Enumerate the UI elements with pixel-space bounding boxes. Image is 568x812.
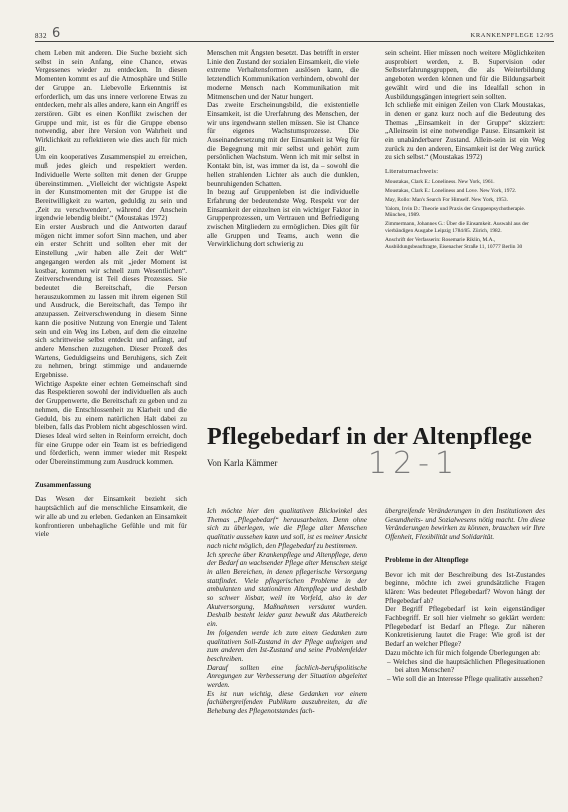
middle-paragraph: Menschen mit Ängsten besetzt. Das betrifft in erster Linie den Zustand der sozialen Einsamkeit, die viele extreme Verhaltensformen auslösen kann, die letztendlich Kommunikation verhindern, obwohl der moderne Mensch nach Kommunikation mit Mitmenschen und der Natur hungert. [207, 49, 359, 101]
list-item: – Welches sind die hauptsächlichen Pflegesituationen bei alten Menschen? [395, 658, 545, 675]
article-intro: Ich möchte hier den qualitativen Blickwinkel des Themas „Pflegebedarf“ herausarbeiten. Denn ohne sich zu überlegen, wie die Pflege alter Menschen qualitativ aussehen kann und soll, ist es meiner Ansicht nach nicht möglich, den Pflegebedarf zu bestimmen. Ich spreche über Krankenpflege und Altenpflege, denn der Bedarf an wachsender Pflege alter Menschen steigt in allen Bereichen, in denen pflegerische Versorgung stattfindet. Viele pflegerischen Probleme in der ambulanten und stationären Altenpflege und deshalb so schwer lösbar, weil im Vorfeld, also in der Akutversorgung, Maßnahmen versäumt wurden. Deshalb besteht leider ganz bewußt das Akutbereich ein. Im folgenden werde ich zum einen Gedanken zum qualitativen Soll-Zustand in der Pflege aufzeigen und zum anderen den Ist-Zustand und seine Problemfelder beschreiben. Darauf sollten eine fachlich-berufspolitische Anregungen zur Verbesserung der Situation abgeleitet werden. Es ist nun wichtig, diese Gedanken vor einem fachübergreifenden Publikum auszubreiten, da die Behebung des Pflegenotstandes fach- [207, 507, 367, 716]
left-paragraph: chem Leben mit anderen. Die Suche bezieht sich selbst in sein Anfang, eine Chance, etwas Vergessenes wieder zu entdecken. In diesen Momenten kommt es auf die Atmosphäre und Stille der Gruppe an. Liebevolle Erkenntnis ist erforderlich, um das uns innere verlorene Etwas zu entdecken, mehr als alles andere, kann ein Angriff es zerstören. Gibt es einen Konflikt zwischen der Gruppe und mir, ist es für die Gruppe ebenso notwendig, aber ihre Version von Wahrheit und Wirklichkeit zu reflektieren wie dies auch für mich gilt. [35, 49, 187, 153]
middle-paragraph: Das zweite Erscheinungsbild, die existentielle Einsamkeit, ist die Urerfahrung des Menschen, der wir uns irgendwann stellen müssen. Sie ist Chance für eigenes Wachstumsprozesse. Die Auseinandersetzung mit der Einsamkeit ist Weg für die Begegnung mit mir selbst und gehört zum persönlichen Wachstum. Wenn ich mit mir selbst in Kontakt bin, ist, was immer da ist, da – sowohl die hellen strahlenden Lichter als auch die dunklen, beunruhigenden Schatten. [207, 101, 359, 188]
right-paragraph: sein scheint. Hier müssen noch weitere Möglichkeiten ausprobiert werden, z. B. Supervision oder Selbsterfahrungsgruppen, die als Weiterbildung angeboten werden können und für die Bildungsarbeit gewählt wird und die ins Idealfall schon in Ausbildungsgängen integriert sein sollten. [385, 49, 545, 101]
article-title: Pflegebedarf in der Altenpflege [207, 424, 533, 450]
article-right-column [385, 507, 545, 684]
literature-list [385, 179, 545, 251]
left-column [35, 49, 187, 539]
article-byline: Von Karla Kämmer [207, 458, 278, 468]
summary-heading: Zusammenfassung [35, 480, 92, 489]
left-paragraph: Wichtige Aspekte einer echten Gemeinschaft sind das Respektieren sowohl der individuellen als auch der Gruppenwerte, die Bereitschaft zu geben und zu nehmen, die Entschlossenheit zu Klarheit und die Geduld, bis zu einem natürlichen Halt dabei zu bleiben, falls das Problem nicht abgeschlossen wird. Dieses Ideal wird selten in Reinform erreicht, doch für eine Gruppe oder ein Team ist es befriedigend und förderlich, wenn immer wieder mit Respekt oder Übereinstimmung zum Ausdruck kommen. [35, 379, 187, 467]
handwritten-page-mark: 6 [52, 26, 61, 41]
question-list [385, 658, 545, 684]
literature-entry: May, Rollo: Man's Search For Himself. New York, 1953. [385, 196, 508, 203]
section-text: Bevor ich mit der Beschreibung des Ist-Zustandes beginne, möchte ich zwei grundsätzliche Fragen klären: Was bedeutet Pflegebedarf? Wovon hängt der Pflegebedarf ab? Der Begriff Pflegebedarf ist kein eigenständiger Fachbegriff. Er soll hier vielmehr so geklärt werden: Pflegebedarf ist Bedarf an Pflege. Zur näheren Konkretisierung lautet die Frage: Wie groß ist der Bedarf an welcher Pflege? Dazu möchte ich für mich folgende Überlegungen ab: [385, 570, 545, 657]
header-rule [35, 41, 554, 42]
literature-heading: Literaturnachweis: [385, 168, 439, 176]
summary-text: Das Wesen der Einsamkeit bezieht sich hauptsächlich auf die menschliche Einsamkeit, die wir alle ab und zu erleben. Gedanken an Einsamkeit konfrontieren unbehagliche Gefühle und mit für viele [35, 495, 187, 539]
section-heading: Probleme in der Altenpflege [385, 555, 469, 564]
right-paragraph: Ich schließe mit einigen Zeilen von Clark Moustakas, in denen er ganz kurz noch auf die Bedeutung des Themas „Einsamkeit in der Gruppe“ skizziert: „Alleinsein ist eine notwendige Pause. Einsamkeit ist ein unabänderbarer Zustand. Allein-sein ist ein Weg zurück zu den anderen, Einsamkeit ist der Weg zurück zu sich selbst.“ (Moustakas 1972) [385, 101, 545, 162]
left-paragraph: Ein erster Ausbruch und die Antworten darauf mögen nicht immer sofort Sinn machen, und aber ein erster Schritt und sollten eher mit der Einstellung „wir haben alle Zeit der Welt“ angegangen werden als mit „jeder Moment ist kostbar, kommen wir schnell zum Wesentlichen“. Zeitverschwendung ist Teil dieses Prozesses. Sie bedeutet die Bereitschaft, die Person herauszukommen zu lassen mit ihrem eigenen Stil und Ausdruck, die Bereitschaft, das Tempo ihr anzupassen. Zeitverschwendung in diesem Sinne kann die positive Nutzung von Energie und Talent sein und ein Weg ins Leben, auf dem die einzelne sich schrittweise selbst entdeckt und anfängt, auf andere Menschen zuzugehen. Dieser Prozeß des Wartens, Geduldigseins und Beruhigens, sich Zeit zu nehmen, bringt stimmige und andauernde Ergebnisse. [35, 223, 187, 380]
list-item: – Wie soll die an Interesse Pflege qualitativ aussehen? [395, 675, 545, 684]
literature-entry: Yalom, Irvin D.: Theorie und Praxis der Gruppenpsychotherapie. München, 1989. [385, 205, 526, 219]
article-intro-column [207, 507, 367, 716]
literature-entry: Moustakas, Clark E.: Loneliness and Love. New York, 1972. [385, 187, 517, 194]
handwritten-note: 12-1 [368, 446, 461, 481]
middle-paragraph: In bezug auf Gruppenleben ist die individuelle Erfahrung der bedeutendste Weg. Respekt vor der Einsamkeit der einzelnen ist ein wichtiger Faktor in Gruppenprozessen, um Vertrauen und Befriedigung zwischen Mitgliedern zu ermöglichen. Dies gilt für alle Gruppen und Teams, auch wenn die Verwirklichung dort schwierig zu [207, 188, 359, 249]
middle-column [207, 49, 359, 249]
author-address: Anschrift der Verfasserin: Rosemarie Riklin, M.A., Ausbildungsbeauftragte, Eisenacher Straße 11, 10777 Berlin 30 [385, 237, 523, 251]
literature-entry: Moustakas, Clark E.: Loneliness. New York, 1961. [385, 178, 495, 185]
journal-header: KRANKENPFLEGE 12/95 [470, 32, 554, 39]
literature-entry: Zimmermann, Johannes G.: Über die Einsamkeit. Auswahl aus der vierbändigen Ausgabe Leipzig 1784/85. Zürich, 1982. [385, 221, 529, 235]
article-intro-continued: übergreifende Veränderungen in den Institutionen des Gesundheits- und Sozialwesens nötig macht. Um diese Veränderungen bewirken zu können, brauchen wir Ihre Offenheit, Flexibilität und Solidarität. [385, 507, 545, 542]
right-column [385, 49, 545, 251]
left-paragraph: Um ein kooperatives Zusammenspiel zu erreichen, muß jedes gleich und respektiert werden. Individuelle Werte sollten mit denen der Gruppe übereinstimmen. „Vielleicht der wichtigste Aspekt in der Kunstmomenten mit der Gruppe ist die Bereitwilligkeit zu warten, geduldig zu sein und ‚Zeit zu verschwenden‘, während der Anschein irgendwie lebendig bleibt.“ (Moustakas 1972) [35, 153, 187, 223]
page-number: 832 [35, 32, 47, 40]
